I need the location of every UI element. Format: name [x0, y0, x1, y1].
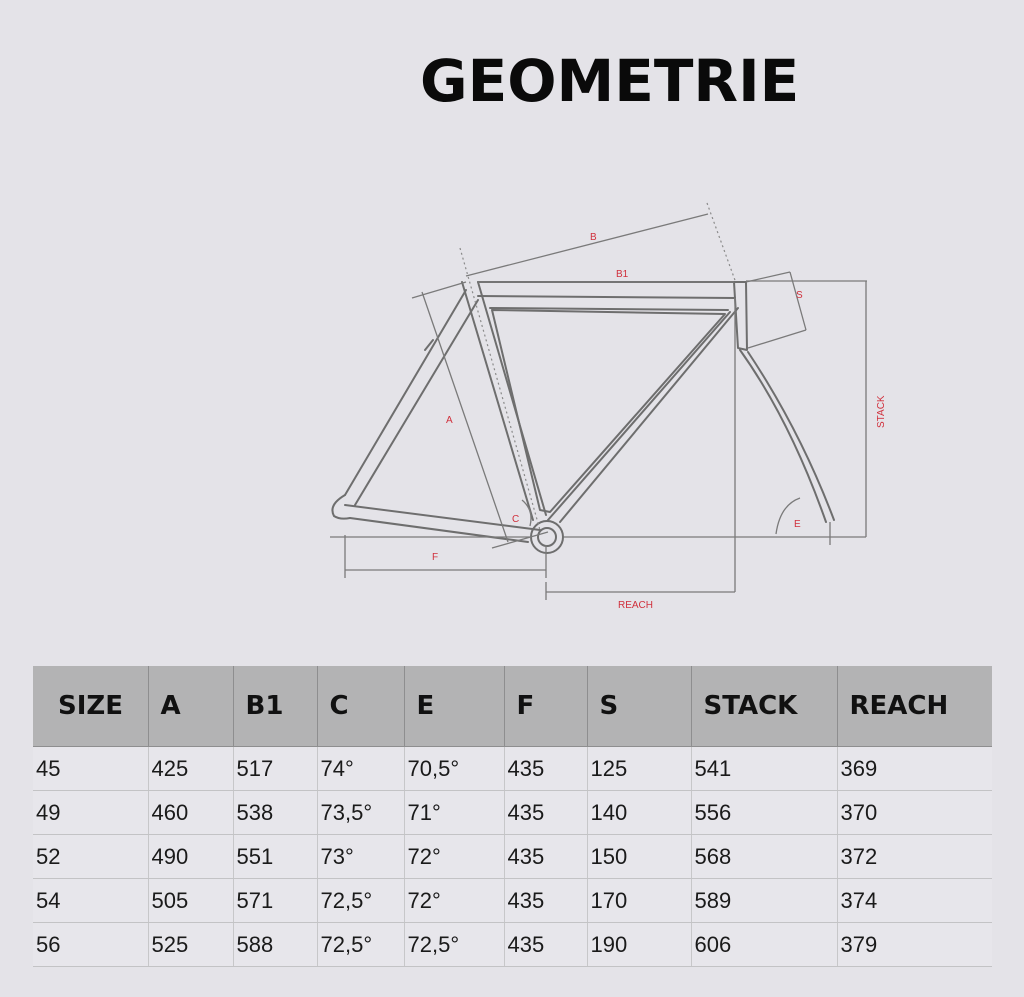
table-cell-stack: 606 — [691, 923, 837, 967]
table-cell-b1: 571 — [233, 879, 317, 923]
label-c: C — [512, 514, 520, 525]
table-cell-size: 49 — [33, 791, 148, 835]
table-row — [33, 747, 992, 791]
table-cell-c: 74° — [317, 747, 404, 791]
table-cell-size: 45 — [33, 747, 148, 791]
dim-line-a — [412, 282, 466, 298]
dim-line-a-vert — [422, 292, 508, 542]
column-header-f: F — [504, 666, 587, 747]
table-cell-f: 435 — [504, 879, 587, 923]
table-cell-stack: 568 — [691, 835, 837, 879]
table-cell-c: 72,5° — [317, 879, 404, 923]
rear-dropout — [332, 495, 350, 519]
head-tube-axis — [707, 203, 736, 283]
column-header-stack: STACK — [691, 666, 837, 747]
page-title: GEOMETRIE — [420, 47, 800, 115]
table-cell-size: 52 — [33, 835, 148, 879]
table-cell-stack: 541 — [691, 747, 837, 791]
table-row — [33, 835, 992, 879]
fork — [740, 350, 834, 522]
dim-line-b — [466, 214, 708, 276]
table-cell-c: 73° — [317, 835, 404, 879]
column-header-s: S — [587, 666, 691, 747]
dim-line-c — [492, 532, 548, 548]
table-cell-a: 425 — [148, 747, 233, 791]
table-cell-f: 435 — [504, 747, 587, 791]
dim-line-s-bottom — [748, 330, 806, 348]
label-stack: STACK — [876, 395, 887, 428]
table-cell-size: 56 — [33, 923, 148, 967]
label-b1: B1 — [616, 269, 629, 280]
seat-tube-axis — [460, 248, 540, 530]
table-cell-reach: 372 — [837, 835, 992, 879]
table-header-row — [33, 666, 992, 747]
table-body — [33, 747, 992, 967]
table-cell-e: 72° — [404, 835, 504, 879]
table-cell-b1: 517 — [233, 747, 317, 791]
table-cell-e: 72,5° — [404, 923, 504, 967]
table-cell-b1: 538 — [233, 791, 317, 835]
table-cell-reach: 370 — [837, 791, 992, 835]
table-cell-s: 150 — [587, 835, 691, 879]
column-header-reach: REACH — [837, 666, 992, 747]
table-cell-stack: 589 — [691, 879, 837, 923]
table-cell-a: 525 — [148, 923, 233, 967]
label-s: S — [796, 290, 803, 301]
table-cell-b1: 588 — [233, 923, 317, 967]
column-header-e: E — [404, 666, 504, 747]
table-cell-e: 70,5° — [404, 747, 504, 791]
table-cell-s: 190 — [587, 923, 691, 967]
table-cell-a: 460 — [148, 791, 233, 835]
bottom-bracket-outer — [531, 521, 563, 553]
table-cell-c: 73,5° — [317, 791, 404, 835]
table-cell-f: 435 — [504, 791, 587, 835]
label-b: B — [590, 232, 597, 243]
table-cell-e: 72° — [404, 879, 504, 923]
main-triangle-inner — [492, 310, 725, 512]
column-header-c: C — [317, 666, 404, 747]
table-row — [33, 923, 992, 967]
table-cell-a: 505 — [148, 879, 233, 923]
table-cell-s: 140 — [587, 791, 691, 835]
table-cell-c: 72,5° — [317, 923, 404, 967]
top-tube — [478, 282, 735, 310]
table-cell-stack: 556 — [691, 791, 837, 835]
table-row — [33, 791, 992, 835]
label-reach: REACH — [618, 600, 654, 611]
table-cell-reach: 374 — [837, 879, 992, 923]
table-cell-a: 490 — [148, 835, 233, 879]
table-cell-s: 125 — [587, 747, 691, 791]
table-cell-f: 435 — [504, 835, 587, 879]
column-header-b1: B1 — [233, 666, 317, 747]
column-header-a: A — [148, 666, 233, 747]
table-cell-reach: 369 — [837, 747, 992, 791]
table-cell-e: 71° — [404, 791, 504, 835]
label-f: F — [432, 552, 439, 563]
table-cell-size: 54 — [33, 879, 148, 923]
column-header-size: SIZE — [33, 666, 148, 747]
down-tube — [548, 308, 738, 522]
label-a: A — [446, 415, 453, 426]
table-cell-s: 170 — [587, 879, 691, 923]
table-cell-f: 435 — [504, 923, 587, 967]
head-tube — [734, 282, 747, 350]
geometry-table — [33, 666, 992, 967]
table-cell-reach: 379 — [837, 923, 992, 967]
bottom-bracket-inner — [538, 528, 556, 546]
table-row — [33, 879, 992, 923]
label-e: E — [794, 519, 801, 530]
angle-arc-c — [522, 500, 531, 526]
table-cell-b1: 551 — [233, 835, 317, 879]
